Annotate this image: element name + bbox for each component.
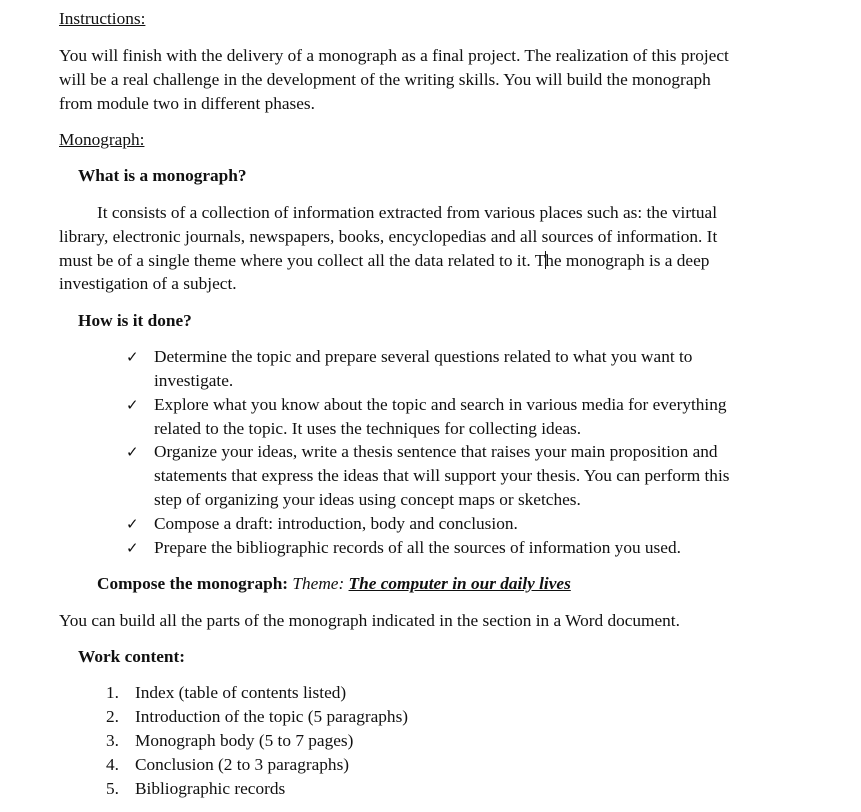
- item-text: Monograph body (5 to 7 pages): [135, 731, 354, 750]
- line-text: he monograph is a deep: [545, 251, 710, 270]
- item-number: 3.: [106, 731, 119, 750]
- item-text: Index (table of contents listed): [135, 683, 347, 702]
- step-line: Organize your ideas, write a thesis sentence that raises your main proposition and: [154, 442, 718, 461]
- line-text: must be of a single theme where you collect all the data related to it. T: [59, 251, 546, 270]
- instructions-heading: Instructions:: [59, 9, 146, 28]
- work-content-heading: Work content:: [78, 647, 186, 666]
- step-line: Prepare the bibliographic records of all the sources of information you used.: [154, 538, 681, 557]
- item-number: 2.: [106, 707, 119, 726]
- step-line: statements that express the ideas that will support your thesis. You can perform this: [154, 466, 730, 485]
- checkmark-icon: ✓: [126, 539, 139, 557]
- item-number: 1.: [106, 683, 119, 702]
- step-line: Compose a draft: introduction, body and conclusion.: [154, 514, 518, 533]
- theme-title: The computer in our daily lives: [348, 574, 571, 593]
- item-number: 4.: [106, 755, 119, 774]
- theme-label: Theme:: [292, 574, 345, 593]
- compose-line: [97, 572, 571, 596]
- paragraph-line: investigation of a subject.: [59, 274, 237, 293]
- checkmark-icon: ✓: [126, 396, 139, 414]
- paragraph-line: [59, 249, 709, 273]
- monograph-heading: Monograph:: [59, 130, 145, 149]
- checkmark-icon: ✓: [126, 515, 139, 533]
- item-text: Conclusion (2 to 3 paragraphs): [135, 755, 350, 774]
- build-note: You can build all the parts of the monograph indicated in the section in a Word document.: [59, 611, 680, 630]
- checkmark-icon: ✓: [126, 443, 139, 461]
- paragraph-line: from module two in different phases.: [59, 94, 315, 113]
- paragraph-line: You will finish with the delivery of a monograph as a final project. The realization of this project: [59, 46, 729, 65]
- paragraph-line: library, electronic journals, newspapers, books, encyclopedias and all sources of information. It: [59, 227, 718, 246]
- paragraph-line: will be a real challenge in the development of the writing skills. You will build the monograph: [59, 70, 711, 89]
- checkmark-icon: ✓: [126, 348, 139, 366]
- what-heading: What is a monograph?: [78, 166, 247, 185]
- paragraph-line: It consists of a collection of information extracted from various places such as: the virtual: [97, 203, 718, 222]
- item-text: Introduction of the topic (5 paragraphs): [135, 707, 409, 726]
- item-text: Bibliographic records: [135, 779, 286, 798]
- step-line: Explore what you know about the topic and search in various media for everything: [154, 395, 727, 414]
- compose-label: Compose the monograph:: [97, 574, 289, 593]
- item-number: 5.: [106, 779, 119, 798]
- step-line: step of organizing your ideas using concept maps or sketches.: [154, 490, 581, 509]
- how-heading: How is it done?: [78, 311, 192, 330]
- step-line: related to the topic. It uses the techniques for collecting ideas.: [154, 419, 582, 438]
- step-line: investigate.: [154, 371, 234, 390]
- step-line: Determine the topic and prepare several questions related to what you want to: [154, 347, 693, 366]
